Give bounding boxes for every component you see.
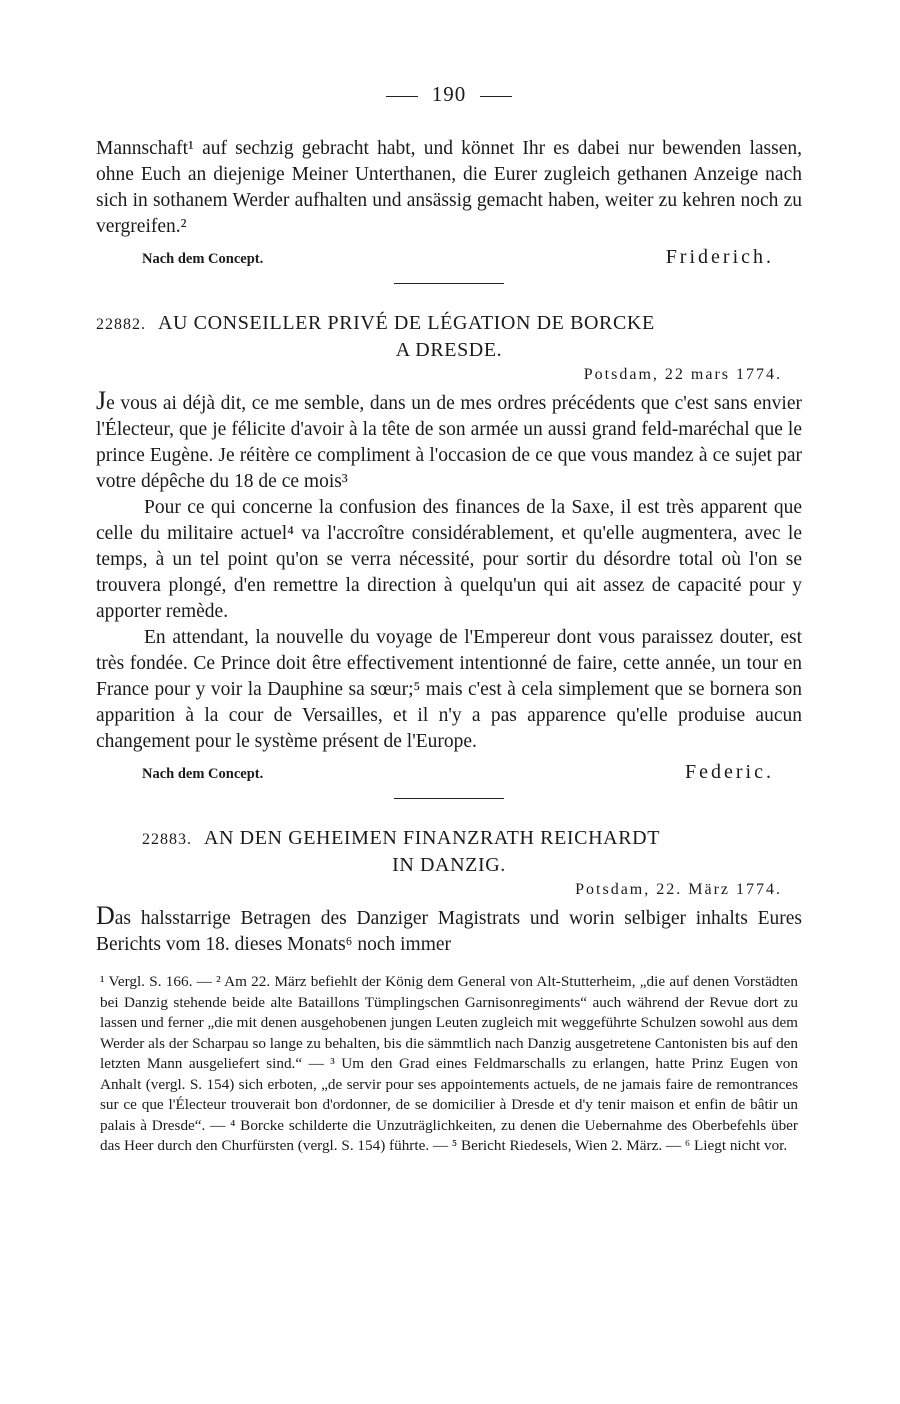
letter-22883-heading-line2: IN DANZIG.: [392, 854, 506, 876]
letter-22883-dropcap: D: [96, 901, 115, 930]
letter-22882-heading-line2: A DRESDE.: [395, 339, 503, 361]
letter-22883-dateline: Potsdam, 22. März 1774.: [575, 881, 782, 898]
letter-22882-source: Nach dem Concept.: [142, 766, 264, 782]
section-divider: [394, 798, 504, 799]
letter-22883-paragraph-1: [96, 903, 802, 958]
letter-22882-paragraph-2: Pour ce qui concerne la confusion des finances de la Saxe, il est très apparent que celle du militaire actuel⁴ va l'accroître considérablement, et qu'elle augmentera, avec le temps, à un tel point qu'on se verra nécessité, pour sortir du désordre total où l'on se trouvera plongé, d'en remettre la direction à quelqu'un qui ait assez de capacité pour y apporter remède.: [96, 497, 802, 622]
letter-22882-dateline: Potsdam, 22 mars 1774.: [583, 366, 782, 383]
letter-22882-p1-text: e vous ai déjà dit, ce me semble, dans un de mes ordres précédents que c'est sans envier l'Électeur, que je félicite d'avoir à la tête de son armée un aussi grand feld-maréchal que le prince Eugène. Je réitère ce compliment à l'occasion de ce que vous mandez à ce sujet par votre dépêche du 18 de ce mois³: [96, 393, 802, 492]
intro-source: Nach dem Concept.: [142, 251, 264, 267]
header-dash-right: [480, 96, 512, 97]
section-divider: [394, 283, 504, 284]
letter-22883-p1-text: as halsstarrige Betragen des Danziger Magistrats und worin selbiger inhalts Eures Berichts vom 18. dieses Monats⁶ noch immer: [96, 908, 802, 955]
letter-22883-heading-line1: AN DEN GEHEIMEN FINANZRATH REICHARDT: [204, 827, 661, 849]
running-header: [96, 82, 802, 108]
letter-22883-heading: [96, 825, 802, 853]
letter-22883-number: 22883.: [142, 831, 192, 848]
letter-22882-signature-row: [96, 761, 802, 784]
letter-22882-number: 22882.: [96, 316, 146, 333]
intro-signature-row: [96, 246, 802, 269]
document-page: [96, 82, 802, 1157]
intro-signer: Friderich.: [665, 246, 774, 268]
header-dash-left: [386, 96, 418, 97]
letter-22882-heading: [96, 310, 802, 338]
letter-22882-signer: Federic.: [685, 761, 774, 783]
letter-22882-paragraph-1: [96, 388, 802, 495]
letter-22882-paragraph-3: En attendant, la nouvelle du voyage de l'Empereur dont vous paraissez douter, est très fondée. Ce Prince doit être effectivement intentionné de faire, cette année, un tour en France pour y voir la Dauphine sa sœur;⁵ mais c'est à cela simplement que se bornera son apparition à la cour de Versailles, et il n'y a pas apparence qu'elle produise aucun changement pour le système présent de l'Europe.: [96, 627, 802, 752]
page-number: 190: [431, 82, 467, 106]
footnotes: ¹ Vergl. S. 166. — ² Am 22. März befiehlt der König dem General von Alt-Stutterheim, „die auf denen Vorstädten bei Danzig stehende beide alte Bataillons Tümplingschen Garnisonregiments“ auch während der Revue dort zu lassen und ferner „die mit denen ausgehobenen jungen Leuten zugleich mit weggeführte Schulzen sowohl aus dem Werder als der Scharpau so lange zu behalten, bis die sämmtlich nach Danzig ausgetretene Cantonisten bis auf den letzten Mann ausgeliefert sind.“ — ³ Um den Grad eines Feldmarschalls zu erlangen, hatte Prinz Eugen von Anhalt (vergl. S. 154) sich erboten, „de servir pour ses appointements actuels, de ne jamais faire de remontrances sur ce que l'Électeur trouverait bon d'ordonner, de se domicilier à Dresde et d'y tenir maison et enfin de bâtir un palais à Dresde“. — ⁴ Borcke schilderte die Unzuträglichkeiten, zu denen die Uebernahme des Oberbefehls über das Heer durch den Churfürsten (vergl. S. 154) führte. — ⁵ Bericht Riedesels, Wien 2. März. — ⁶ Liegt nicht vor.: [100, 973, 798, 1154]
letter-22882-heading-line1: AU CONSEILLER PRIVÉ DE LÉGATION DE BORCKE: [158, 312, 655, 334]
letter-22882-dropcap: J: [96, 386, 107, 415]
intro-paragraph: Mannschaft¹ auf sechzig gebracht habt, und könnet Ihr es dabei nur bewenden lassen, ohne Euch an diejenige Meiner Unterthanen, die Eurer zugleich gethanen Anzeige nach sich in sothanem Werder aufhalten und ansässig gemacht haben, weiter zu kehren noch zu vergreifen.²: [96, 138, 802, 237]
